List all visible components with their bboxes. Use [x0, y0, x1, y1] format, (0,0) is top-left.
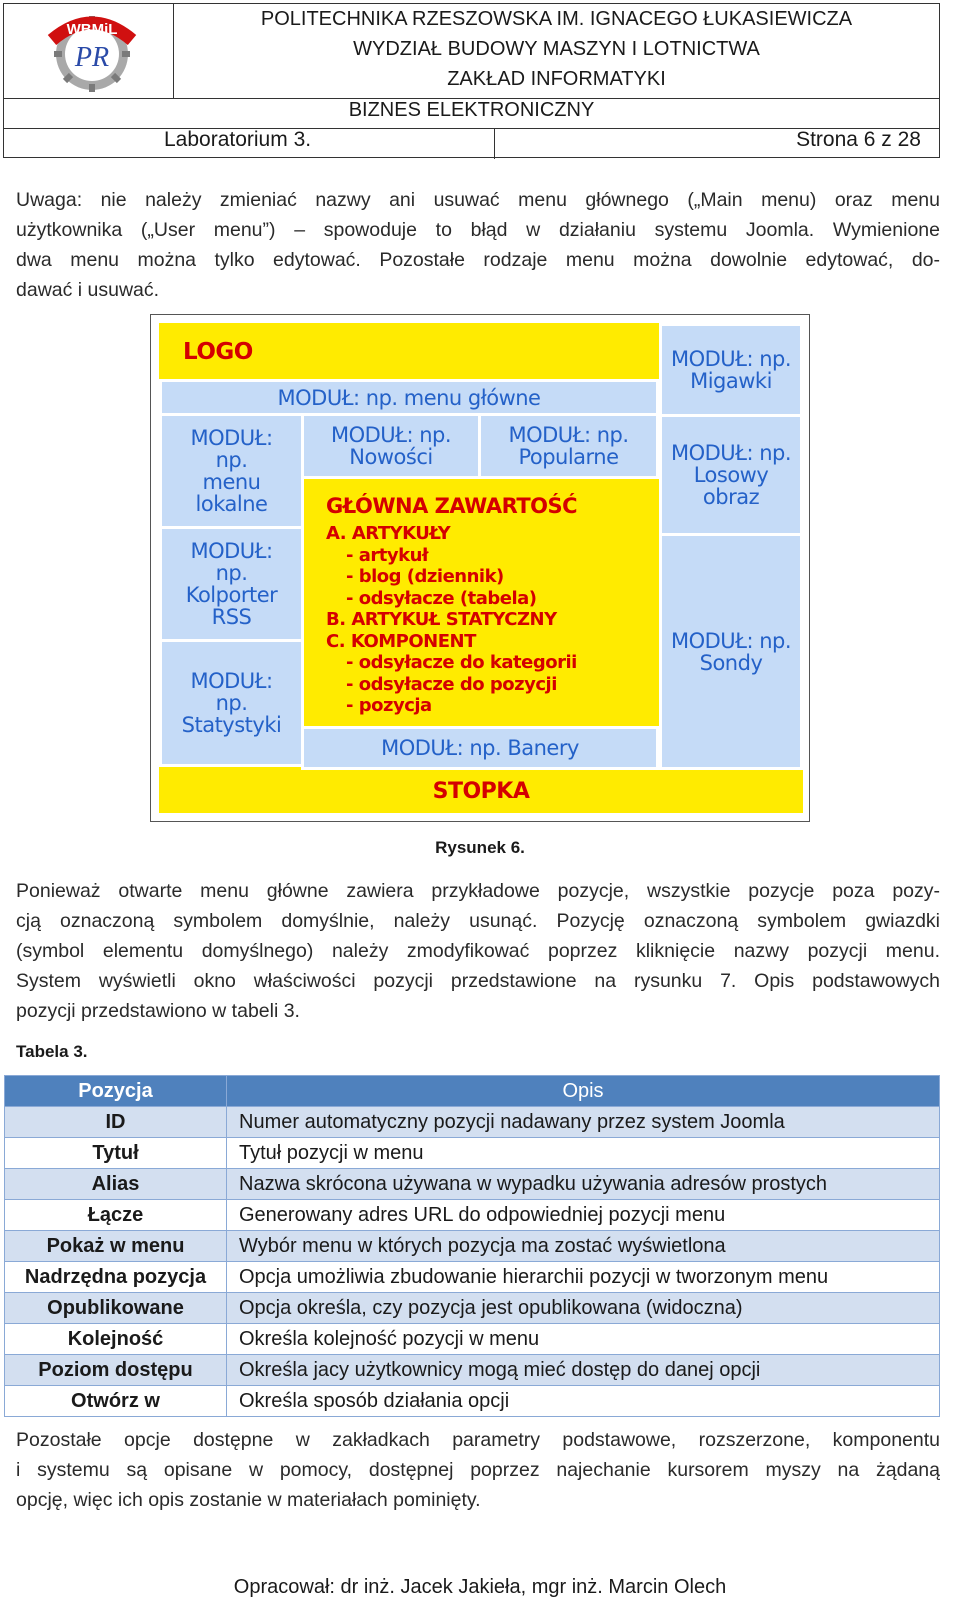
table-cell: Nazwa skrócona używana w wypadku używania adresów prostych: [227, 1169, 940, 1200]
table-cell: Kolejność: [5, 1324, 227, 1355]
table-caption: Tabela 3.: [16, 1042, 88, 1061]
outro-paragraph: [16, 1425, 940, 1515]
box-text: Losowy: [693, 463, 769, 487]
box-text: MODUŁ:: [190, 669, 273, 693]
text-line: dwa menu można tylko edytować. Pozostałe rodzaje menu można dowolnie edytować, do-: [16, 249, 940, 271]
table-cell: Wybór menu w których pozycja ma zostać wyświetlona: [227, 1231, 940, 1262]
box-text: np.: [215, 691, 248, 715]
local-menu-module: [159, 413, 304, 529]
popular-module: [478, 413, 659, 479]
university-name: POLITECHNIKA RZESZOWSKA IM. IGNACEGO ŁUKASIEWICZA: [260, 8, 853, 30]
table-cell: Określa sposób działania opcji: [227, 1386, 940, 1417]
text-line: Ponieważ otwarte menu główne zawiera przykładowe pozycje, wszystkie pozycje poza pozy-: [16, 880, 940, 902]
table-row: [5, 1324, 940, 1355]
logo-cell: [4, 4, 174, 99]
statistics-module: [159, 639, 304, 767]
box-text: MODUŁ:: [190, 426, 273, 450]
table-header-row: [5, 1076, 940, 1107]
figure-layout-diagram: [150, 314, 810, 822]
table-cell: Otwórz w: [5, 1386, 227, 1417]
svg-text:PR: PR: [74, 42, 110, 73]
text-line: Uwaga: nie należy zmieniać nazwy ani usuwać menu głównego („Main menu) oraz menu: [16, 189, 940, 211]
table-row: [5, 1107, 940, 1138]
flash-module: [659, 323, 803, 417]
table-cell: Opublikowane: [5, 1293, 227, 1324]
table-cell: Generowany adres URL do odpowiedniej pozycji menu: [227, 1200, 940, 1231]
lab-label: Laboratorium 3.: [164, 128, 312, 151]
content-item: C. KOMPONENT: [326, 630, 476, 652]
table-row: [5, 1386, 940, 1417]
text-line: pozycji przedstawiono w tabeli 3.: [16, 1000, 300, 1022]
table-cell: Łącze: [5, 1200, 227, 1231]
table-row: [5, 1231, 940, 1262]
box-text: menu: [202, 470, 261, 494]
content-heading: GŁÓWNA ZAWARTOŚĆ: [326, 494, 578, 518]
content-item: - blog (dziennik): [346, 566, 504, 587]
figure-caption: Rysunek 6.: [435, 838, 525, 857]
box-text: MODUŁ:: [190, 539, 273, 563]
table-cell: Tytuł pozycji w menu: [227, 1138, 940, 1169]
table-row: [5, 1200, 940, 1231]
table-cell: ID: [5, 1107, 227, 1138]
polls-module: [659, 533, 803, 770]
text-line: i systemu są opisane w pomocy, dostępnej poprzez najechanie kursorem myszy na żądaną: [16, 1459, 940, 1481]
box-text: np.: [215, 561, 248, 585]
random-image-module: [659, 414, 803, 536]
table-cell: Nadrzędna pozycja: [5, 1262, 227, 1293]
rss-module: [159, 526, 304, 642]
table-row: [5, 1293, 940, 1324]
table-cell: Alias: [5, 1169, 227, 1200]
text-line: (symbol elementu domyślnego) należy zmodyfikować poprzez kliknięcie nazwy pozycji menu.: [16, 940, 940, 962]
text-line: użytkownika („User menu”) – spowoduje to błąd w działaniu systemu Joomla. Wymienione: [16, 219, 940, 241]
page-number: Strona 6 z 28: [796, 128, 921, 151]
positions-table: [4, 1075, 940, 1417]
box-text: MODUŁ: np.: [670, 441, 792, 465]
table-row: [5, 1169, 940, 1200]
course-name: BIZNES ELEKTRONICZNY: [348, 99, 595, 121]
header-divider: [494, 129, 495, 159]
box-text: Nowości: [349, 445, 433, 469]
column-header: Opis: [227, 1076, 940, 1107]
box-text: MODUŁ: np.: [330, 423, 452, 447]
box-text: Statystyki: [181, 713, 282, 737]
page-header: [3, 3, 940, 158]
text-line: System wyświetli okno właściwości pozycji przedstawione na rysunku 7. Opis podstawowych: [16, 970, 940, 992]
box-text: MODUŁ: np.: [508, 423, 629, 447]
news-module: [301, 413, 481, 479]
column-header: Pozycja: [5, 1076, 227, 1107]
box-text: Popularne: [518, 445, 619, 469]
text-line: opcję, więc ich opis zostanie w materiałach pominięty.: [16, 1489, 481, 1511]
content-item: - pozycja: [346, 695, 432, 716]
footer-region: STOPKA: [432, 778, 530, 804]
table-cell: Tytuł: [5, 1138, 227, 1169]
content-item: - odsyłacze (tabela): [346, 587, 537, 609]
box-text: MODUŁ: np.: [670, 628, 792, 653]
content-item: A. ARTYKUŁY: [326, 523, 451, 544]
faculty-name: WYDZIAŁ BUDOWY MASZYN I LOTNICTWA: [353, 38, 760, 60]
text-line: dawać i usuwać.: [16, 279, 160, 301]
main-menu-module: MODUŁ: np. menu główne: [159, 379, 659, 417]
table-row: [5, 1355, 940, 1386]
table-cell: Określa kolejność pozycji w menu: [227, 1324, 940, 1355]
layout-canvas: [159, 323, 803, 813]
box-text: Kolporter: [185, 583, 278, 607]
body-paragraph: [16, 876, 940, 1026]
intro-paragraph: [16, 185, 940, 305]
box-text: obraz: [702, 485, 760, 509]
logo-region: LOGO: [183, 339, 253, 365]
table-cell: Pokaż w menu: [5, 1231, 227, 1262]
box-text: MODUŁ: np.: [670, 347, 792, 371]
content-item: - odsyłacze do pozycji: [346, 673, 557, 695]
table-cell: Opcja określa, czy pozycja jest opublikowana (widoczna): [227, 1293, 940, 1324]
table-cell: Określa jacy użytkownicy mogą mieć dostęp do danej opcji: [227, 1355, 940, 1386]
table-cell: Numer automatyczny pozycji nadawany przez system Joomla: [227, 1107, 940, 1138]
text-line: cją oznaczoną symbolem domyślnie, należy usunąć. Pozycję oznaczoną symbolem gwiazdki: [16, 910, 940, 932]
box-text: RSS: [211, 605, 252, 629]
table-row: [5, 1138, 940, 1169]
box-text: np.: [215, 448, 248, 472]
text-line: Pozostałe opcje dostępne w zakładkach parametry podstawowe, rozszerzone, komponentu: [16, 1429, 940, 1451]
banners-module: MODUŁ: np. Banery: [301, 726, 659, 770]
content-item: B. ARTYKUŁ STATYCZNY: [326, 609, 557, 630]
content-item: - artykuł: [346, 544, 429, 566]
logo-text: WBMiL: [66, 21, 118, 38]
wbmil-logo: [42, 10, 142, 92]
box-text: lokalne: [195, 492, 268, 516]
content-item: - odsyłacze do kategorii: [346, 652, 577, 673]
box-text: Migawki: [690, 369, 772, 393]
table-cell: Poziom dostępu: [5, 1355, 227, 1386]
table-row: [5, 1262, 940, 1293]
box-text: Sondy: [699, 650, 763, 675]
page-footer: Opracował: dr inż. Jacek Jakieła, mgr inż. Marcin Olech: [233, 1576, 727, 1598]
main-content-region: [304, 479, 656, 729]
department-name: ZAKŁAD INFORMATYKI: [447, 68, 666, 90]
table-cell: Opcja umożliwia zbudowanie hierarchii pozycji w tworzonym menu: [227, 1262, 940, 1293]
